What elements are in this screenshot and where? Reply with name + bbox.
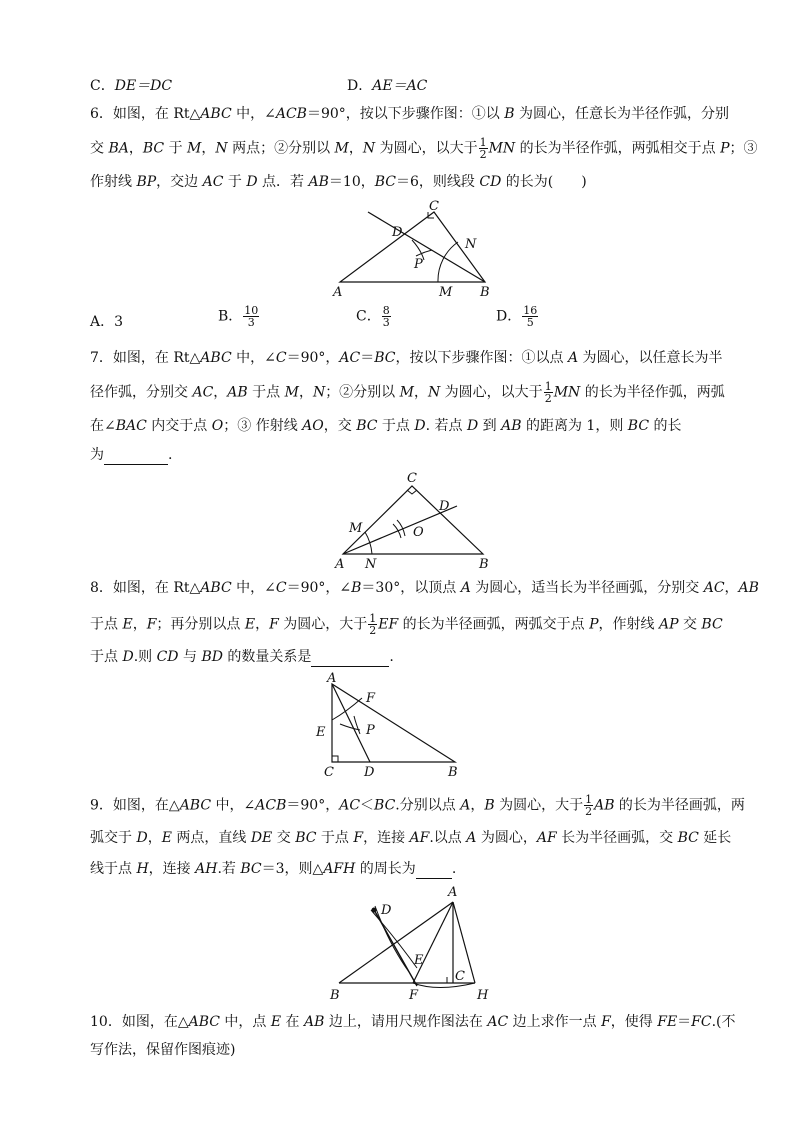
q6-option-d: D． $\frac{16}{5}$	[496, 304, 538, 329]
q5-option-c: C．DE＝DC	[90, 78, 173, 94]
q7-label-d: D	[439, 499, 450, 514]
q8-answer-blank[interactable]	[311, 646, 389, 667]
q8-label-d: D	[364, 765, 375, 780]
q7-label-m: M	[349, 521, 363, 536]
q6-line-2: 交 BA，BC 于 M，N 两点；②分别以 M，N 为圆心，以大于 $\frac{1}{2}$ MN 的长为半径作弧，两弧相交于点 P；③	[90, 136, 758, 161]
q8-label-a: A	[327, 671, 337, 686]
q7-line-2: 径作弧，分别交 AC，AB 于点 M，N；②分别以 M，N 为圆心，以大于 $\frac{1}{2}$ MN 的长为半径作弧，两弧	[90, 380, 725, 405]
q9-label-f: F	[409, 988, 419, 1003]
q10-line-1: 10．如图，在△ABC 中，点 E 在 AB 边上，请用尺规作图法在 AC 边上求作一点 F，使得 FE＝FC.(不	[90, 1014, 736, 1030]
q6-label-c: C	[429, 199, 439, 214]
q7-answer-blank[interactable]	[104, 444, 168, 465]
q5-option-d: D．AE＝AC	[347, 78, 428, 94]
q6-option-a: A．3	[90, 314, 124, 330]
q8-figure	[310, 672, 480, 782]
q9-answer-blank[interactable]	[416, 858, 452, 879]
q6-label-p: P	[414, 257, 423, 272]
q7-label-b: B	[479, 557, 489, 572]
q7-label-n: N	[365, 557, 377, 572]
q6-label-a: A	[333, 285, 343, 300]
q9-label-h: H	[477, 988, 489, 1003]
q9-line-2: 弧交于 D，E 两点，直线 DE 交 BC 于点 F，连接 AF.以点 A 为圆心，AF 长为半径画弧，交 BC 延长	[90, 830, 732, 846]
q7-line-3: 在∠BAC 内交于点 O；③ 作射线 AO，交 BC 于点 D. 若点 D 到 AB 的距离为 1，则 BC 的长	[90, 418, 682, 434]
q8-label-p: P	[366, 723, 375, 738]
q10-line-2: 写作法，保留作图痕迹)	[90, 1042, 236, 1058]
q8-label-b: B	[448, 765, 458, 780]
q6-label-n: N	[465, 237, 477, 252]
q7-label-o: O	[413, 525, 424, 540]
q7-label-a: A	[335, 557, 345, 572]
q7-line-1: 7．如图，在 Rt△ABC 中，∠C＝90°，AC＝BC，按以下步骤作图：①以点 A 为圆心，以任意长为半	[90, 350, 723, 366]
q6-option-c: C． $\frac{8}{3}$	[356, 304, 390, 329]
q9-line-1: 9．如图，在△ABC 中，∠ACB＝90°，AC＜BC.分别以点 A，B 为圆心，大于 $\frac{1}{2}$ AB 的长为半径画弧，两	[90, 793, 745, 818]
q9-label-b: B	[330, 988, 340, 1003]
q7-label-c: C	[407, 471, 417, 486]
q6-label-m: M	[439, 285, 453, 300]
q6-line-1: 6．如图，在 Rt△ABC 中，∠ACB＝90°，按以下步骤作图：①以 B 为圆心，任意长为半径作弧，分别	[90, 106, 729, 122]
fraction-half: $\frac{1}{2}$	[479, 136, 487, 161]
q6-label-b: B	[480, 285, 490, 300]
q9-label-e: E	[414, 953, 424, 968]
q9-label-c: C	[455, 969, 465, 984]
q8-line-1: 8．如图，在 Rt△ABC 中，∠C＝90°，∠B＝30°，以顶点 A 为圆心，适当长为半径画弧，分别交 AC，AB	[90, 580, 759, 596]
q8-label-c: C	[324, 765, 334, 780]
q9-label-d: D	[381, 903, 392, 918]
q6-line-3: 作射线 BP，交边 AC 于 D 点．若 AB＝10，BC＝6，则线段 CD 的长为( )	[90, 174, 587, 190]
q9-figure	[325, 880, 505, 1005]
q9-label-a: A	[448, 885, 458, 900]
q6-label-d: D	[392, 225, 403, 240]
q6-figure	[328, 198, 498, 303]
q7-line-4: 为 .	[90, 444, 172, 465]
q8-label-e: E	[316, 725, 326, 740]
q8-label-f: F	[366, 691, 376, 706]
q8-line-2: 于点 E，F；再分别以点 E，F 为圆心，大于 $\frac{1}{2}$ EF 的长为半径画弧，两弧交于点 P，作射线 AP 交 BC	[90, 612, 723, 637]
q6-option-b: B． $\frac{10}{3}$	[218, 304, 259, 329]
q7-figure	[335, 468, 495, 573]
q9-line-3: 线于点 H，连接 AH.若 BC＝3，则△AFH 的周长为 .	[90, 858, 456, 879]
q8-line-3: 于点 D.则 CD 与 BD 的数量关系是 .	[90, 646, 394, 667]
